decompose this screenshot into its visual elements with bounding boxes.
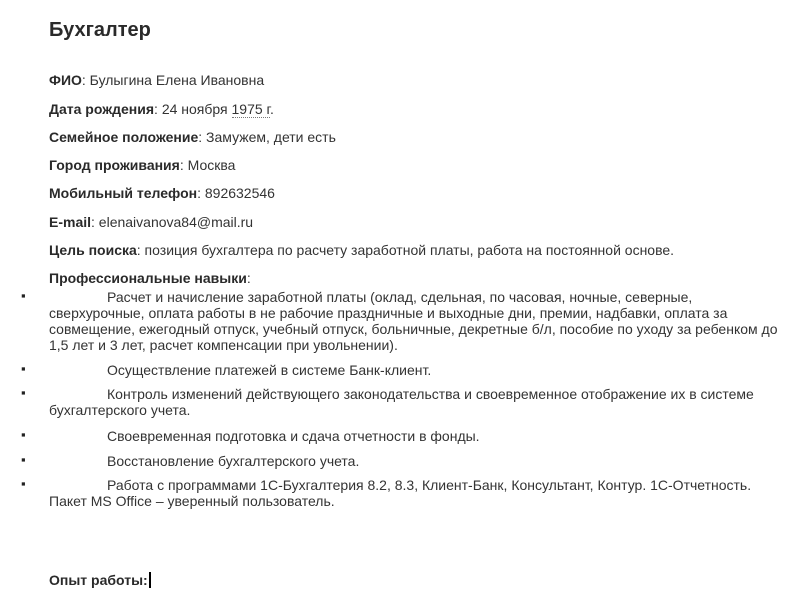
field-value: : 24 ноября — [154, 101, 232, 117]
field-value: : Булыгина Елена Ивановна — [81, 72, 265, 88]
field-label: Семейное положение — [49, 129, 199, 145]
skill-item: Расчет и начисление заработной платы (оклад, сдельная, по часовая, ночные, северные, сверхурочные, оплата работы в не рабочие праздничные и выходные дни, премии, надбавки, оплата за совмещение, ежегодный отпуск, учебный отпуск, больничные, декретные б/л, пособие по уходу за ребенком до 1,5 лет и 3 лет, расчет компенсации при увольнении). — [49, 289, 778, 353]
skill-item: Осуществление платежей в системе Банк-клиент. — [107, 362, 432, 378]
skill-item: Своевременная подготовка и сдача отчетности в фонды. — [107, 428, 480, 444]
field-label: Дата рождения — [49, 101, 155, 117]
bullet-icon: ▪ — [21, 452, 26, 467]
field-fio — [49, 72, 264, 89]
field-value: : позиция бухгалтера по расчету заработной платы, работа на постоянной основе. — [136, 242, 675, 258]
bullet-icon: ▪ — [21, 288, 26, 303]
resume-title: Бухгалтер — [49, 19, 151, 41]
field-birthdate — [49, 101, 274, 118]
field-goal — [49, 242, 674, 259]
field-value: : 892632546 — [197, 185, 275, 201]
work-experience-label: Опыт работы: — [49, 572, 148, 588]
skills-heading — [49, 270, 251, 287]
bullet-icon: ▪ — [21, 476, 26, 491]
skill-item: Контроль изменений действующего законодательства и своевременное отображение их в системе бухгалтерского учета. — [49, 386, 754, 418]
bullet-icon: ▪ — [21, 385, 26, 400]
field-value: : elenaivanova84@mail.ru — [91, 214, 254, 230]
field-city — [49, 157, 235, 174]
skills-colon: : — [246, 270, 251, 286]
field-value: : Москва — [179, 157, 236, 173]
field-label: Цель поиска — [49, 242, 137, 258]
text-cursor — [149, 572, 151, 588]
field-label: Город проживания — [49, 157, 180, 173]
date-underlined-value: 1975 г — [231, 101, 270, 117]
work-experience-heading[interactable] — [49, 572, 151, 589]
field-label: ФИО — [49, 72, 82, 88]
bullet-icon: ▪ — [21, 361, 26, 376]
skills-label: Профессиональные навыки — [49, 270, 247, 286]
bullet-icon: ▪ — [21, 427, 26, 442]
skill-item: Восстановление бухгалтерского учета. — [107, 453, 360, 469]
field-value: : Замужем, дети есть — [198, 129, 336, 145]
field-label: Мобильный телефон — [49, 185, 198, 201]
field-value-suffix: . — [269, 101, 274, 117]
field-phone — [49, 185, 275, 202]
skill-item: Работа с программами 1С-Бухгалтерия 8.2, 8.3, Клиент-Банк, Консультант, Контур. 1С-Отчетность. Пакет MS Office – уверенный пользователь. — [49, 477, 752, 509]
field-email — [49, 214, 253, 231]
field-label: E-mail — [49, 214, 92, 230]
field-marital-status — [49, 129, 336, 146]
